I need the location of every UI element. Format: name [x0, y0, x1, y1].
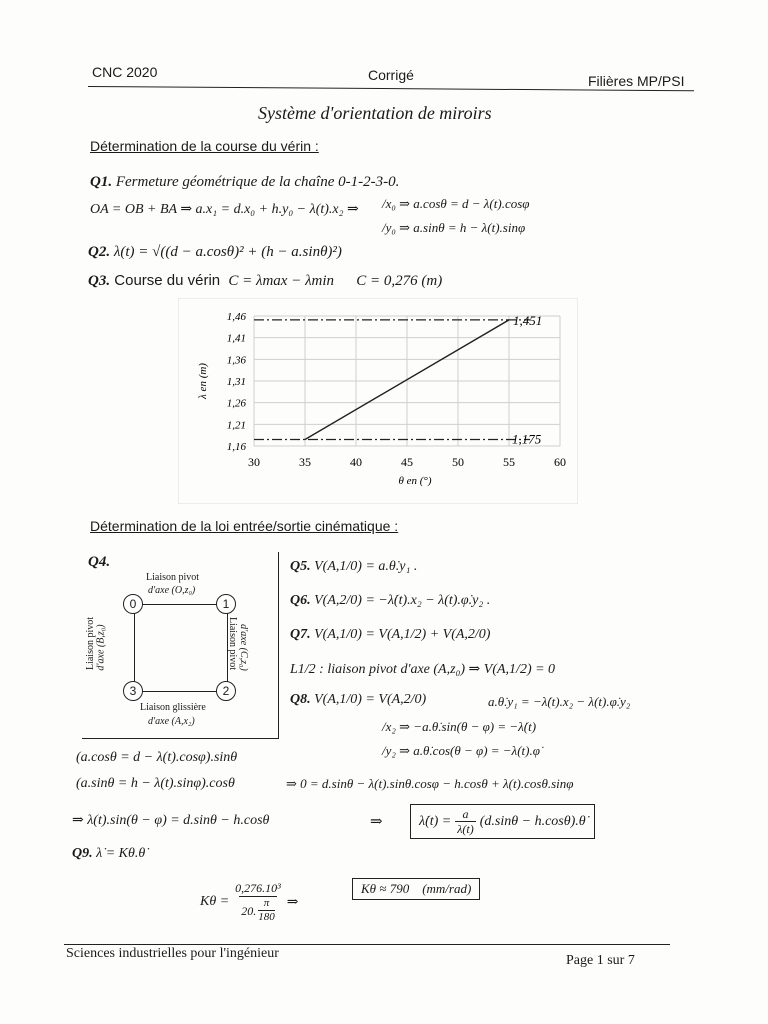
k-den-180: 180	[258, 911, 275, 923]
q7-label: Q7.	[290, 627, 311, 642]
q1-equation: OA = OB + BA ⇒ a.x₁ = d.x₀ + h.y₀ − λ(t).x₂ ⇒	[90, 202, 359, 217]
boxed-lambda-dot-result	[410, 804, 595, 839]
chart-annotation-max: 1,451	[513, 312, 543, 328]
system-implies-arrow: ⇒	[370, 814, 383, 830]
footer-rule	[64, 944, 670, 945]
q8-equation: V(A,1/0) = V(A,2/0)	[314, 692, 427, 707]
l12-statement: L1/2 : liaison pivot d'axe (A,z₀) ⇒ V(A,1/2) = 0	[290, 662, 556, 677]
q8-label: Q8.	[290, 692, 311, 707]
q5-label: Q5.	[290, 559, 311, 574]
q4-left-axis: d'axe (B,z₀)	[95, 624, 107, 671]
boxed-lhs: λ̇(t) =	[419, 813, 452, 829]
y-tick-label: 1,21	[226, 419, 246, 432]
x-tick-label: 40	[350, 455, 362, 469]
q2-label: Q2.	[88, 244, 111, 260]
chart-y-tick-labels	[227, 311, 247, 453]
q4-kinematic-loop	[134, 604, 228, 692]
k-den-pi: π	[263, 897, 270, 909]
section-heading-course: Détermination de la course du vérin :	[90, 138, 319, 154]
q7-line	[290, 627, 490, 643]
chart-annotation-min: 1,175	[512, 431, 542, 447]
k-numerator: 0,276.10³	[235, 881, 281, 895]
chart-grid	[254, 316, 560, 446]
q9-line	[72, 846, 145, 862]
q1-projection-y0: /y₀ ⇒ a.sinθ = h − λ(t).sinφ	[382, 220, 526, 235]
q8-projection-x2: /x₂ ⇒ −a.θ̇.sin(θ − φ) = −λ̇(t)	[382, 719, 537, 734]
q6-line	[290, 593, 490, 609]
x-tick-label: 50	[452, 455, 464, 469]
q1-projection-x0: /x₀ ⇒ a.cosθ = d − λ(t).cosφ	[382, 196, 530, 211]
q7-equation: V(A,1/0) = V(A,1/2) + V(A,2/0)	[314, 627, 491, 642]
q4-bottom-axis: d'axe (A,x₂)	[148, 716, 195, 727]
k-arrow: ⇒	[286, 894, 299, 910]
q3-line	[88, 272, 442, 290]
q8-projection-y2: /y₂ ⇒ a.θ̇.cos(θ − φ) = −λ(t).φ̇	[382, 743, 540, 758]
q1-text: Fermeture géométrique de la chaîne 0-1-2-3-0.	[115, 174, 400, 190]
y-tick-label: 1,26	[226, 397, 246, 410]
footer-left: Sciences industrielles pour l'ingénieur	[66, 946, 279, 961]
q3-text: Course du vérin	[114, 272, 221, 289]
q4-node-0: 0	[123, 594, 143, 614]
q4-diagram-panel	[82, 552, 279, 739]
x-tick-label: 55	[503, 455, 515, 469]
footer-page-number: Page 1 sur 7	[566, 953, 635, 968]
x-tick-label: 60	[554, 455, 566, 469]
system-line-3: ⇒ λ(t).sin(θ − φ) = d.sinθ − h.cosθ	[72, 813, 270, 828]
y-tick-label: 1,36	[226, 354, 246, 367]
q8-line	[290, 692, 426, 708]
section-heading-kinematic: Détermination de la loi entrée/sortie cinématique :	[90, 518, 399, 534]
q4-label: Q4.	[88, 554, 111, 570]
q4-left-link: Liaison pivot	[85, 616, 97, 671]
q2-line	[88, 244, 342, 261]
q4-right-axis: d'axe (C,z₀)	[237, 624, 249, 671]
k-theta-computation	[200, 880, 299, 924]
boxed-numerator: a	[462, 807, 469, 821]
boxed-denominator: λ(t)	[457, 822, 474, 836]
x-tick-label: 30	[248, 455, 260, 469]
x-tick-label: 45	[401, 455, 413, 469]
q3-label: Q3.	[88, 273, 111, 289]
y-tick-label: 1,31	[226, 376, 246, 388]
system-line-2: (a.sinθ = h − λ(t).sinφ).cosθ	[76, 776, 235, 791]
boxed-k-theta-result: Kθ ≈ 790 (mm/rad)	[352, 878, 480, 900]
q4-bottom-link: Liaison glissière	[140, 702, 206, 713]
x-tick-label: 35	[299, 455, 311, 469]
k-den-fraction	[258, 897, 275, 924]
header-right: Filières MP/PSI	[588, 73, 685, 89]
boxed-rhs: (d.sinθ − h.cosθ).θ̇	[479, 813, 586, 829]
q4-right-link: Liaison pivot	[227, 616, 239, 671]
k-denominator	[239, 896, 277, 924]
q5-line	[290, 559, 417, 575]
q8-equation-2: a.θ̇.y₁ = −λ̇(t).x₂ − λ(t).φ̇.y₂	[488, 694, 631, 709]
page-title: Système d'orientation de miroirs	[258, 103, 492, 123]
q4-node-3: 3	[123, 681, 143, 701]
y-tick-label: 1,16	[226, 441, 246, 453]
chart-y-label: λ en (m)	[197, 363, 209, 399]
header-left: CNC 2020	[92, 64, 158, 80]
q4-node-2: 2	[216, 681, 236, 701]
q2-equation: λ(t) = √((d − a.cosθ)² + (h − a.sinθ)²)	[113, 244, 342, 260]
k-fraction	[235, 880, 281, 924]
q1-label: Q1.	[90, 174, 113, 190]
chart-x-tick-labels	[248, 455, 566, 469]
boxed-fraction	[455, 807, 476, 836]
q4-node-1: 1	[216, 594, 236, 614]
header-center: Corrigé	[368, 67, 414, 83]
system-line-1: (a.cosθ = d − λ(t).cosφ).sinθ	[76, 750, 238, 765]
q4-top-link: Liaison pivot	[146, 572, 200, 583]
q3-result: C = 0,276 (m)	[356, 273, 443, 289]
q4-top-axis: d'axe (O,z₀)	[148, 585, 196, 596]
q6-label: Q6.	[290, 593, 311, 608]
q1-line	[90, 174, 399, 191]
system-line-2-result: ⇒ 0 = d.sinθ − λ(t).sinθ.cosφ − h.cosθ + λ(t).cosθ.sinφ	[286, 776, 574, 791]
q9-equation: λ̇ = Kθ.θ̇	[96, 846, 146, 861]
q9-label: Q9.	[72, 846, 93, 861]
q3-equation: C = λmax − λmin	[228, 273, 335, 289]
k-den-factor: 20.	[241, 903, 257, 918]
y-tick-label: 1,41	[226, 332, 246, 345]
q5-equation: V(A,1/0) = a.θ̇.y₁ .	[314, 559, 418, 574]
q6-equation: V(A,2/0) = −λ̇(t).x₂ − λ(t).φ̇.y₂ .	[314, 593, 491, 608]
chart-x-label: θ en (°)	[398, 475, 432, 487]
k-lhs: Kθ =	[200, 894, 230, 909]
y-tick-label: 1,46	[226, 311, 246, 323]
lambda-theta-chart	[178, 298, 578, 504]
